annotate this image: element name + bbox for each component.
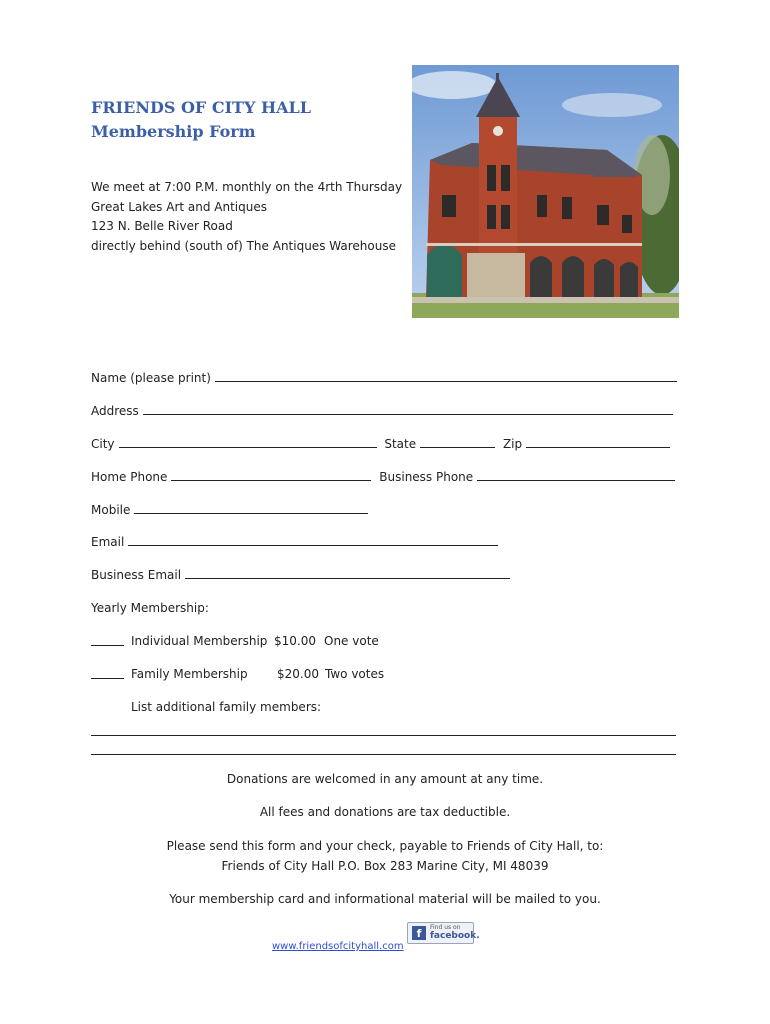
mailing-instructions: Please send this form and your check, payable to Friends of City Hall, to: [166,839,604,853]
individual-membership-label: Individual Membership [131,634,268,648]
business-email-label: Business Email [91,568,182,582]
zip-input-line[interactable] [526,435,670,448]
family-membership-label: Family Membership [131,667,248,681]
mobile-label: Mobile [91,503,131,517]
email-input-line[interactable] [128,533,498,546]
home-phone-label: Home Phone [91,470,168,484]
family-members-line-2[interactable] [91,754,676,755]
form-title: FRIENDS OF CITY HALL [91,98,311,117]
zip-label: Zip [502,437,523,451]
business-phone-label: Business Phone [379,470,474,484]
individual-membership-price: $10.00 [274,634,316,648]
address-field [91,401,673,421]
donations-note: Donations are welcomed in any amount at any time. [226,772,544,786]
facebook-badge[interactable] [407,922,480,944]
meeting-address: 123 N. Belle River Road [91,219,233,233]
meeting-schedule: We meet at 7:00 P.M. monthly on the 4rth Thursday [91,180,403,194]
facebook-find-text: Find us on [430,924,461,931]
individual-membership-votes: One vote [324,634,379,648]
form-subtitle: Membership Form [91,122,256,141]
email-field [91,532,498,552]
mailing-address: Friends of City Hall P.O. Box 283 Marine City, MI 48039 [221,859,549,873]
yearly-membership-heading: Yearly Membership: [91,601,209,615]
name-field [91,368,677,388]
city-label: City [91,437,115,451]
family-membership-price: $20.00 [277,667,319,681]
email-label: Email [91,535,125,549]
individual-check-line[interactable] [91,633,124,646]
facebook-icon: f [412,926,426,940]
mobile-input-line[interactable] [134,501,368,514]
family-check-line[interactable] [91,666,124,679]
phone-row [91,467,675,487]
tax-deductible-note: All fees and donations are tax deductible. [259,805,511,819]
family-members-line-1[interactable] [91,735,676,736]
state-input-line[interactable] [420,435,495,448]
meeting-venue: Great Lakes Art and Antiques [91,200,267,214]
meeting-directions: directly behind (south of) The Antiques Warehouse [91,239,396,253]
business-phone-input-line[interactable] [477,468,675,481]
home-phone-input-line[interactable] [171,468,371,481]
name-input-line[interactable] [215,369,677,382]
family-members-label: List additional family members: [131,700,322,714]
mobile-field [91,500,368,520]
address-label: Address [91,404,139,418]
business-email-field [91,565,510,585]
address-input-line[interactable] [143,402,673,415]
membership-card-note: Your membership card and informational material will be mailed to you. [169,892,601,906]
name-label: Name (please print) [91,371,211,385]
business-email-input-line[interactable] [185,566,510,579]
state-label: State [384,437,417,451]
city-state-zip-row [91,434,670,454]
website-link[interactable] [272,934,404,953]
city-input-line[interactable] [119,435,377,448]
city-hall-building-photo [412,65,679,318]
website-link-text[interactable]: www.friendsofcityhall.com [272,941,404,952]
facebook-wordmark: facebook. [430,931,480,941]
family-membership-votes: Two votes [325,667,385,681]
